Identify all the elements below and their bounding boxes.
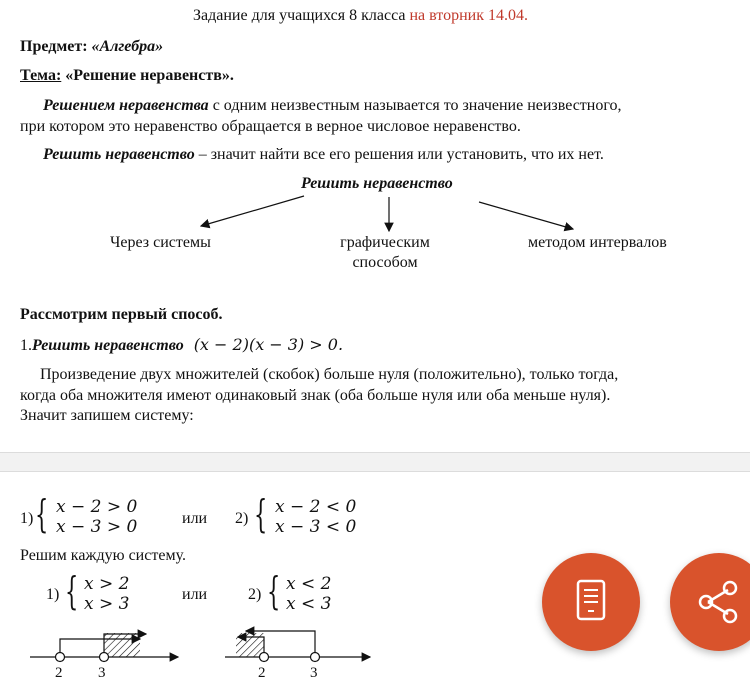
solve-each: Решим каждую систему.	[20, 547, 186, 564]
system3-brace: {	[65, 569, 79, 613]
diagram-left: Через системы	[110, 234, 211, 251]
point-2-right	[260, 653, 269, 662]
system3-eq-b: x > 3	[84, 594, 130, 614]
system3	[84, 574, 129, 614]
hatch-left	[104, 633, 140, 657]
document-button[interactable]	[542, 553, 640, 651]
share-icon	[670, 553, 750, 651]
system4-brace: {	[267, 569, 281, 613]
diagram-center: Решить неравенство	[301, 175, 453, 192]
point-3-left	[100, 653, 109, 662]
system2	[275, 497, 356, 537]
number-line-right	[225, 631, 370, 677]
system4-eq-b: x < 3	[286, 594, 332, 614]
tick-2-right: 2	[258, 665, 266, 677]
title-prefix: Задание для учащихся 8 класса	[193, 7, 406, 24]
document-icon	[542, 553, 640, 651]
system4-number: 2)	[248, 586, 262, 603]
arrow-right	[479, 202, 573, 229]
subject-label: Предмет:	[20, 38, 88, 55]
explanation-line-3: Значит запишем систему:	[20, 407, 194, 424]
tick-2-left: 2	[55, 665, 63, 677]
first-method: Рассмотрим первый способ.	[20, 306, 223, 323]
subject-value: «Алгебра»	[91, 38, 164, 55]
system3-eq-a: x > 2	[84, 574, 130, 594]
point-2-left	[56, 653, 65, 662]
definition-rest: с одним неизвестным называется то значение неизвестного,	[212, 97, 622, 114]
system1-brace: {	[35, 492, 49, 536]
or-label-2: или	[182, 586, 208, 603]
number-line-left	[30, 633, 178, 677]
or-label-1: или	[182, 510, 208, 527]
arrow-left	[201, 196, 304, 226]
explanation-line-2: когда оба множителя имеют одинаковый знак (оба больше нуля или оба меньше нуля).	[20, 387, 611, 404]
point-3-right	[311, 653, 320, 662]
system2-brace: {	[254, 492, 268, 536]
definition-line-2: при котором это неравенство обращается в верное числовое неравенство.	[20, 118, 521, 135]
title-date: на вторник 14.04.	[409, 7, 528, 24]
system1-eq-b: x − 3 > 0	[56, 517, 138, 537]
diagram-middle	[330, 233, 440, 273]
share-button[interactable]	[670, 553, 750, 651]
tick-3-right: 3	[310, 665, 318, 677]
system4-eq-a: x < 2	[286, 574, 332, 594]
diagram-right: методом интервалов	[528, 234, 667, 251]
definition-term: Решением неравенства	[43, 97, 209, 114]
diagram-middle-line-2: способом	[352, 254, 418, 271]
task-expression: (x − 2)(x − 3) > 0.	[193, 335, 344, 354]
explanation-line-1: Произведение двух множителей (скобок) больше нуля (положительно), только тогда,	[40, 366, 619, 383]
task-label: Решить неравенство	[32, 337, 184, 354]
tick-3-left: 3	[98, 665, 106, 677]
page-separator	[0, 452, 750, 472]
task-line	[20, 335, 343, 356]
diagram-middle-line-1: графическим	[340, 234, 430, 251]
system2-eq-a: x − 2 < 0	[275, 497, 357, 517]
system2-eq-b: x − 3 < 0	[275, 517, 357, 537]
task-number: 1.	[20, 337, 32, 354]
solve-term: Решить неравенство	[43, 146, 195, 163]
topic-label: Тема:	[20, 67, 62, 84]
system4	[286, 574, 331, 614]
system1-number: 1)	[20, 510, 34, 527]
topic-value: «Решение неравенств».	[65, 67, 234, 84]
solve-rest: – значит найти все его решения или установить, что их нет.	[194, 146, 604, 163]
number-lines	[0, 620, 400, 677]
system2-number: 2)	[235, 510, 249, 527]
system1-eq-a: x − 2 > 0	[56, 497, 138, 517]
system3-number: 1)	[46, 586, 60, 603]
system1	[56, 497, 137, 537]
